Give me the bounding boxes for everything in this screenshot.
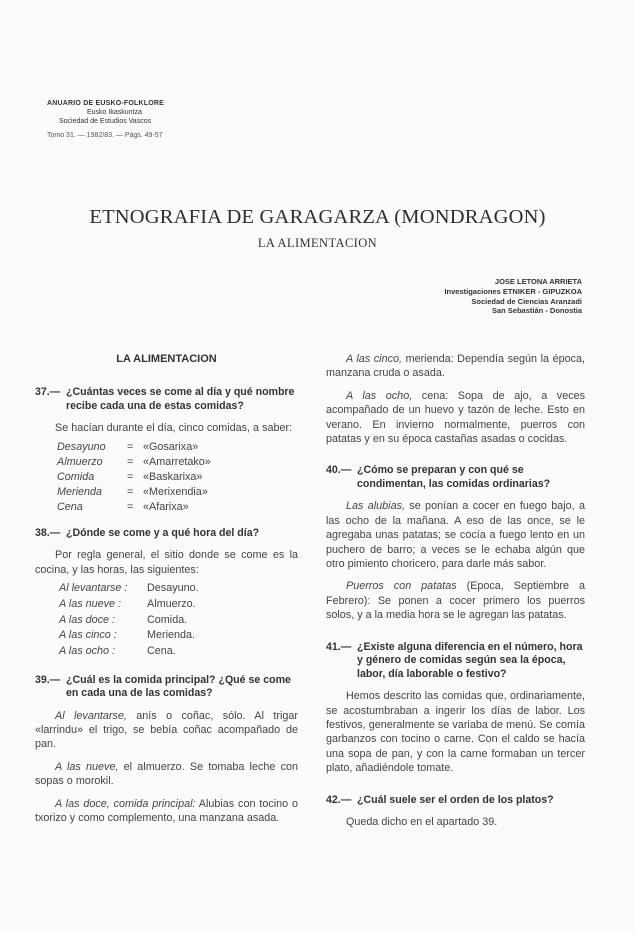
question-40 <box>326 464 585 491</box>
question-number: 38.— <box>35 526 61 539</box>
question-41 <box>326 641 585 682</box>
list-item: Al levantarse : Desayuno. <box>59 582 199 595</box>
list-item: A las nueve : Almuerzo. <box>59 597 196 610</box>
answer-paragraph: A las cinco, merienda: Dependía según la época, manzana cruda o asada. <box>326 353 585 380</box>
section-heading: LA ALIMENTACION <box>116 353 217 365</box>
question-text: ¿Existe alguna diferencia en el número, hora y género de comidas según sea la época, labor, día laborable o festivo? <box>357 640 583 680</box>
author-affiliation-1: Investigaciones ETNIKER - GIPUZKOA <box>444 286 582 296</box>
journal-subtitle-spanish: Sociedad de Estudios Vascos <box>59 118 152 125</box>
question-39 <box>35 674 298 701</box>
author-city: San Sebastián - Donostia <box>491 306 582 316</box>
meal-times-list <box>59 581 298 659</box>
question-number: 40.— <box>326 464 352 477</box>
journal-subtitle-basque: Eusko Ikaskuntza <box>87 109 142 116</box>
question-text: ¿Cuál suele ser el orden de los platos? <box>357 793 554 806</box>
list-item: A las doce : Comida. <box>59 613 188 626</box>
answer-paragraph: Hemos descrito las comidas que, ordinariamente, se acostumbraban a ingerir los días de labor. Los festivos, generalmente se variaba de menú. Se comía garbanzos con tocino o carne. Con el caldo se hacía una sopa de pan, y con la carne formaban un tercer plato, añadiéndole tomate. <box>326 690 585 775</box>
answer-paragraph: A las nueve, el almuerzo. Se tomaba leche con sopas o morokil. <box>35 760 298 788</box>
answer-paragraph: Se hacían durante el día, cinco comidas, a saber: <box>55 422 293 435</box>
answer-paragraph: Puerros con patatas (Epoca, Septiembre a Febrero): Se ponen a cocer primero los puerros solos, y a la media hora se le agregan las patatas. <box>326 580 585 622</box>
author-name: JOSE LETONA ARRIETA <box>494 277 582 286</box>
answer-paragraph: Las alubias, se ponían a cocer en fuego bajo, a las ocho de la mañana. A eso de las once, se le agregaba unas patatas; se cocía a fuego lento en un puchero de barro; a veces se le echaba algún que otro pimiento choricero, para darle más sabor. <box>326 500 585 571</box>
article-title: ETNOGRAFIA DE GARAGARZA (MONDRAGON) <box>89 206 546 228</box>
article-subtitle: LA ALIMENTACION <box>257 236 378 250</box>
answer-paragraph: Queda dicho en el apartado 39. <box>346 816 498 829</box>
author-affiliation-2: Sociedad de Ciencias Aranzadi <box>471 296 582 306</box>
left-column <box>35 352 298 825</box>
question-text: ¿Cuál es la comida principal? ¿Qué se come en cada una de las comidas? <box>66 673 291 700</box>
author-block <box>444 277 582 316</box>
question-42 <box>326 794 585 808</box>
question-38 <box>35 527 298 541</box>
question-text: ¿Cómo se preparan y con qué se condimentan, las comidas ordinarias? <box>357 464 551 490</box>
answer-paragraph: Por regla general, el sitio donde se come es la cocina, y las horas, las siguientes: <box>35 549 298 576</box>
journal-header <box>47 99 164 140</box>
list-item: Comida = «Baskarixa» <box>57 470 203 483</box>
question-number: 41.— <box>326 640 352 653</box>
right-column <box>326 352 585 830</box>
list-item: Cena = «Afarixa» <box>57 500 189 513</box>
journal-name: ANUARIO DE EUSKO-FOLKLORE <box>47 100 164 107</box>
list-item: Merienda = «Merixendia» <box>57 485 208 498</box>
answer-paragraph: A las ocho, cena: Sopa de ajo, a veces acompañado de un huevo y tazón de leche. Esto en verano. En invierno normalmente, puerros con patatas y en su época castañas asadas o cocidas. <box>326 389 585 446</box>
answer-paragraph: Al levantarse, anís o coñac, sólo. Al trigar «larrindu» el trigo, se bebía coñac acompañado de pan. <box>35 709 298 751</box>
question-number: 37.— <box>35 386 61 399</box>
meal-names-list <box>57 440 298 515</box>
list-item: Almuerzo = «Amarretako» <box>57 455 211 468</box>
list-item: A las ocho : Cena. <box>59 644 176 657</box>
question-text: ¿Cuántas veces se come al día y qué nombre recibe cada una de estas comidas? <box>66 386 295 412</box>
list-item: A las cinco : Merienda. <box>59 629 196 642</box>
question-number: 42.— <box>326 793 352 806</box>
question-text: ¿Dónde se come y a qué hora del día? <box>66 526 260 539</box>
list-item: Desayuno = «Gosarixa» <box>57 440 199 453</box>
answer-paragraph: A las doce, comida principal: Alubias con tocino o txorizo y como complemento, una manzana asada. <box>35 797 298 824</box>
question-37 <box>35 386 298 413</box>
volume-info: Tomo 31. — 1982/83. — Págs. 49-57 <box>47 132 163 139</box>
question-number: 39.— <box>35 673 61 686</box>
